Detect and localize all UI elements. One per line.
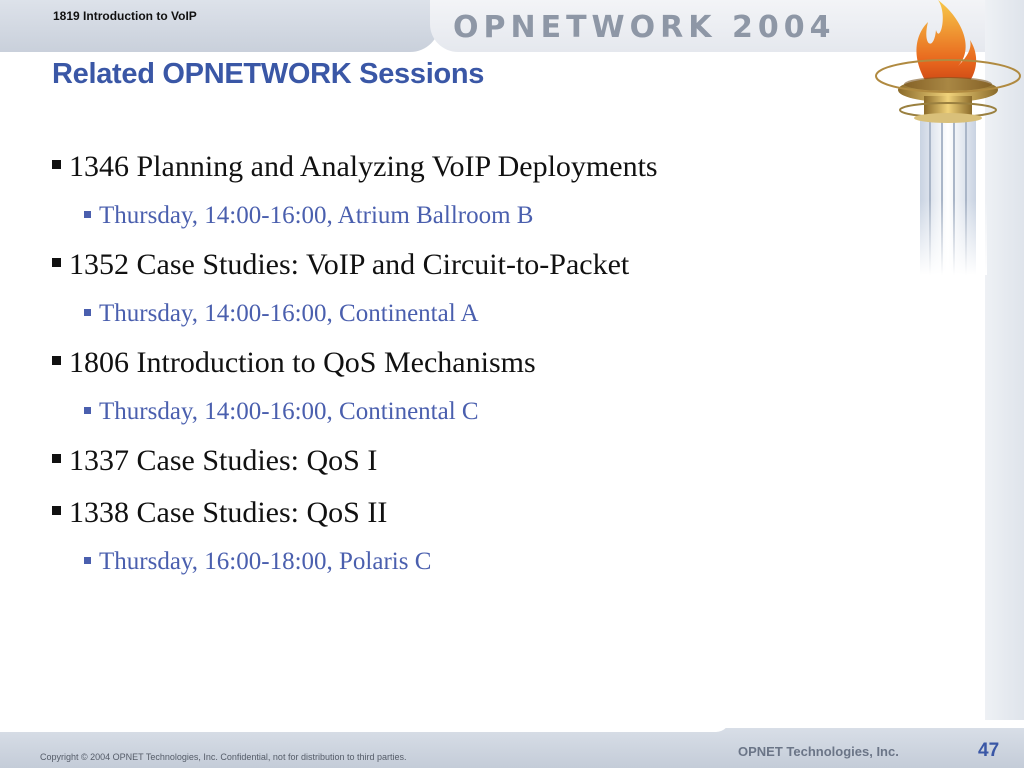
- header-tab: [0, 0, 440, 52]
- session-title: 1352 Case Studies: VoIP and Circuit-to-Packet: [69, 248, 630, 281]
- session-item-1806: [52, 346, 536, 380]
- session-title: 1337 Case Studies: QoS I: [69, 444, 378, 477]
- session-detail-1352: [84, 300, 479, 328]
- session-title: 1806 Introduction to QoS Mechanisms: [69, 346, 536, 379]
- session-time-location: Thursday, 16:00-18:00, Polaris C: [99, 548, 432, 575]
- page-number: 47: [978, 740, 1000, 761]
- session-item-1337: [52, 444, 377, 478]
- square-bullet-icon: [52, 160, 61, 169]
- square-bullet-icon: [84, 557, 91, 564]
- session-detail-1338: [84, 548, 431, 576]
- session-item-1338: [52, 496, 387, 530]
- session-time-location: Thursday, 14:00-16:00, Atrium Ballroom B: [99, 202, 534, 229]
- course-label: 1819 Introduction to VoIP: [53, 9, 197, 23]
- session-time-location: Thursday, 14:00-16:00, Continental A: [99, 300, 479, 327]
- brand-wordmark: OPNETWORK 2004: [453, 10, 836, 45]
- session-item-1352: [52, 248, 629, 282]
- square-bullet-icon: [52, 454, 61, 463]
- square-bullet-icon: [52, 506, 61, 515]
- square-bullet-icon: [52, 356, 61, 365]
- session-title: 1346 Planning and Analyzing VoIP Deployments: [69, 150, 658, 183]
- session-detail-1346: [84, 202, 533, 230]
- square-bullet-icon: [84, 407, 91, 414]
- session-item-1346: [52, 150, 658, 184]
- square-bullet-icon: [84, 211, 91, 218]
- session-time-location: Thursday, 14:00-16:00, Continental C: [99, 398, 479, 425]
- square-bullet-icon: [52, 258, 61, 267]
- company-name: OPNET Technologies, Inc.: [738, 744, 899, 759]
- session-detail-1806: [84, 398, 479, 426]
- torch-flame-icon: [862, 0, 1022, 275]
- footer-notch: [0, 718, 730, 732]
- session-title: 1338 Case Studies: QoS II: [69, 496, 388, 529]
- copyright-text: Copyright © 2004 OPNET Technologies, Inc. Confidential, not for distribution to third parties.: [40, 752, 407, 762]
- square-bullet-icon: [84, 309, 91, 316]
- slide-title: Related OPNETWORK Sessions: [52, 58, 485, 90]
